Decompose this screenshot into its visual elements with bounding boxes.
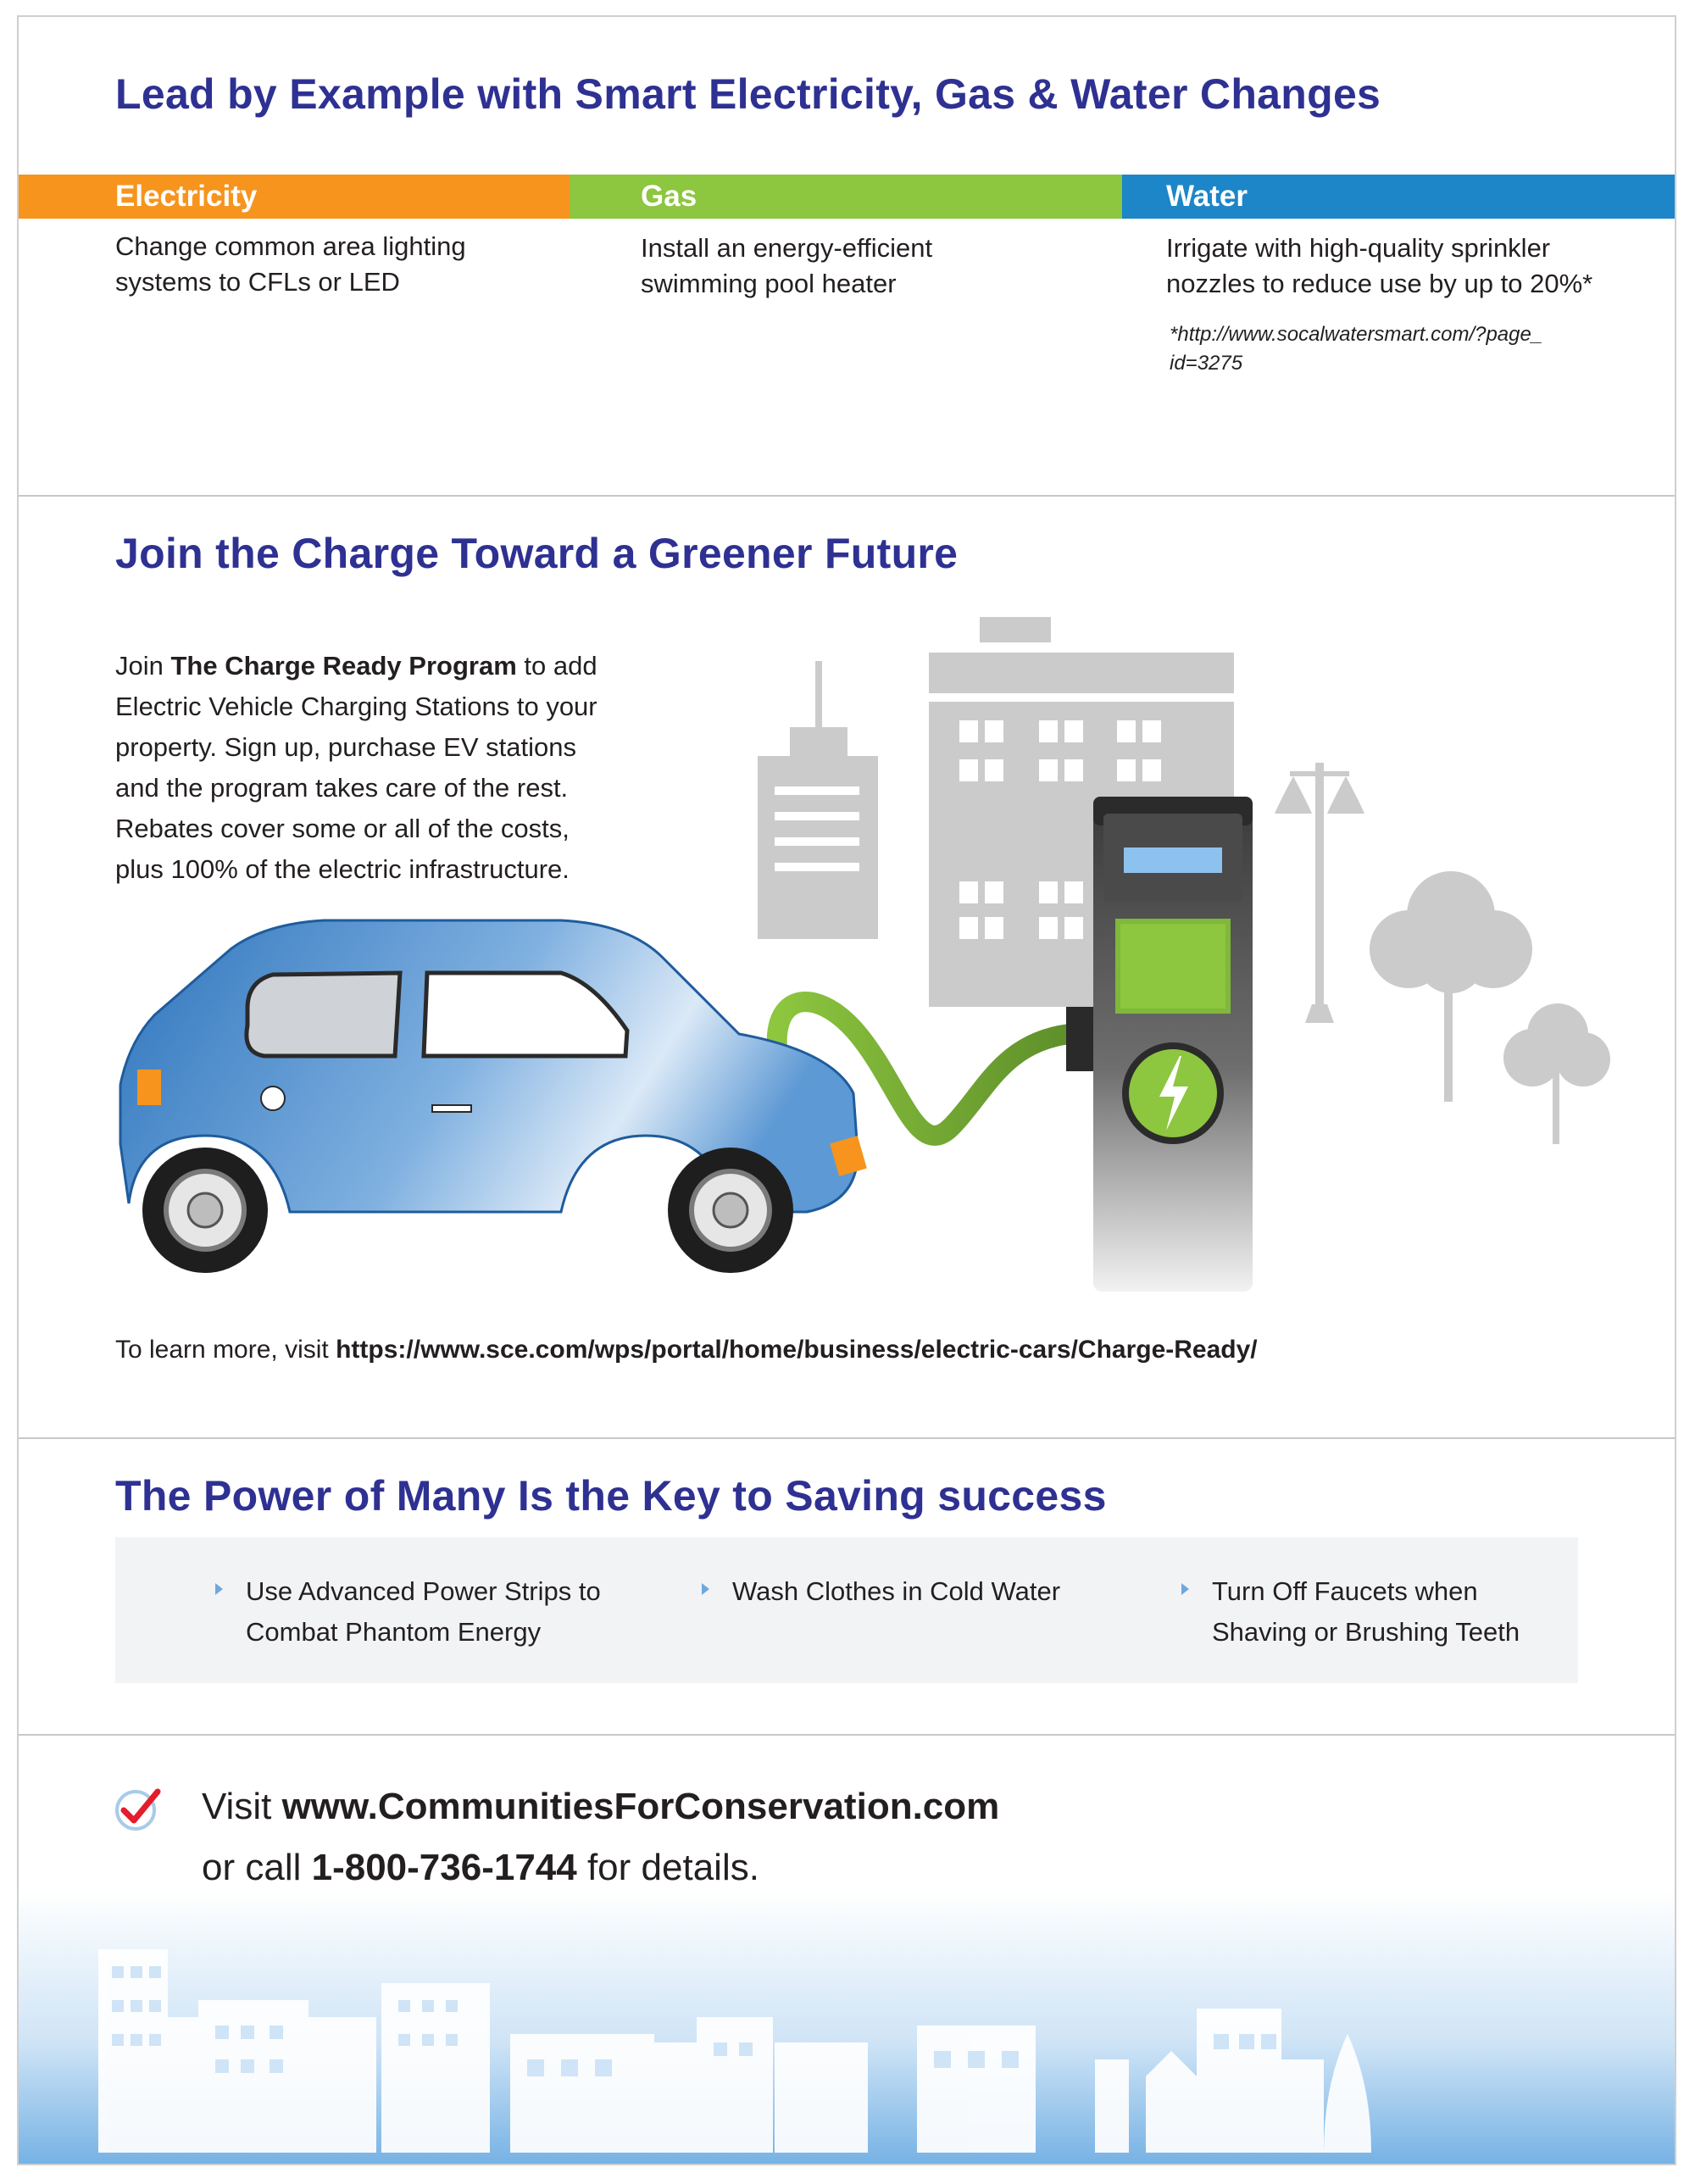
tip-faucets [1212,1571,1520,1653]
city-skyline-footer [19,1890,1676,2165]
tree-small [1503,1003,1610,1144]
section-title-power-of-many: The Power of Many Is the Key to Saving success [115,1472,1107,1520]
electric-car [120,920,867,1273]
ev-charging-illustration [19,17,1676,1339]
bullet-arrow-icon [702,1583,709,1595]
divider-2 [19,1437,1675,1439]
tip-line: Turn Off Faucets when [1212,1576,1478,1606]
section-title-greener-future: Join the Charge Toward a Greener Future [115,530,959,577]
tip-line: Shaving or Brushing Teeth [1212,1617,1520,1647]
car-rear-window [247,973,400,1056]
tip-line: Wash Clothes in Cold Water [732,1576,1061,1606]
tower-left [758,756,878,939]
water-footnote: *http://www.socalwatersmart.com/?page_ id=3275 [1170,323,1543,375]
para-start: Join [115,651,171,681]
contact-block [202,1776,999,1898]
charge-ready-link[interactable]: https://www.sce.com/wps/portal/home/business/electric-cars/Charge-Ready/ [336,1336,1258,1364]
learn-prefix: To learn more, visit [115,1336,336,1364]
tip-line: Combat Phantom Energy [246,1617,542,1647]
charging-station [1066,797,1253,1292]
divider-3 [19,1734,1675,1736]
gas-tip: Install an energy-efficient swimming pool heater [641,233,933,298]
bullet-arrow-icon [215,1583,223,1595]
roof-block [980,617,1051,642]
tip-line: Use Advanced Power Strips to [246,1576,601,1606]
lamp-left [1275,776,1312,814]
visit-prefix: Visit [202,1786,282,1827]
building-cap [929,653,1234,693]
call-prefix: or call [202,1847,312,1888]
call-suffix: for details. [576,1847,759,1888]
station-screen [1124,847,1222,873]
learn-more-line [115,1336,1258,1364]
bullet-arrow-icon [1181,1583,1189,1595]
antenna [815,661,822,733]
lamp-post [1315,763,1324,1017]
door-handle [432,1105,471,1112]
fuel-cap [261,1086,285,1110]
program-name: The Charge Ready Program [170,651,517,681]
para-rest: to add Electric Vehicle Charging Stations to your property. Sign up, purchase EV stations and the program takes care of the rest. Rebates cover some or all of the costs, plus 100% of the electric infrastructure. [115,651,597,884]
section-title-smart-changes: Lead by Example with Smart Electricity, Gas & Water Changes [115,70,1381,118]
water-label: Water [1166,180,1248,213]
website-link[interactable]: www.CommunitiesForConservation.com [281,1786,1000,1827]
water-tip: Irrigate with high-quality sprinkler nozzles to reduce use by up to 20%* [1166,233,1593,298]
lamp-right [1327,776,1364,814]
tip-power-strips [246,1571,601,1653]
front-wheel [668,1148,793,1273]
electricity-tip: Change common area lighting systems to CFLs or LED [115,231,466,297]
electricity-label: Electricity [115,180,258,213]
tip-cold-water [732,1571,1060,1612]
gas-label: Gas [641,180,697,213]
visit-line [202,1776,999,1837]
rear-wheel [142,1148,268,1273]
check-icon [112,1785,166,1832]
tips-box [115,1537,1578,1683]
rear-light [137,1070,161,1105]
flyer-page [17,15,1676,2165]
phone-number[interactable]: 1-800-736-1744 [311,1847,577,1888]
